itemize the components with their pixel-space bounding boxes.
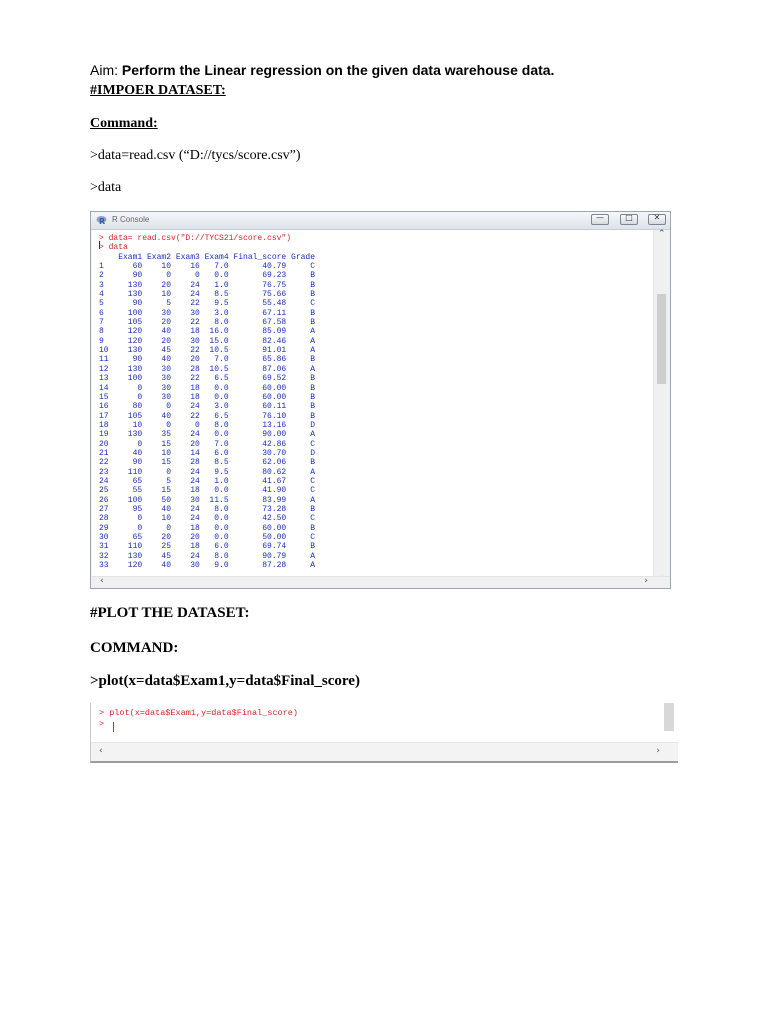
console-table-row: 9 120 20 30 15.0 82.46 A (99, 336, 316, 346)
console-table-row: 3 130 20 24 1.0 76.75 B (99, 280, 316, 290)
plot-command: >plot(x=data$Exam1,y=data$Final_score) (90, 673, 360, 689)
console-table-row: 32 130 45 24 8.0 90.79 A (99, 551, 316, 561)
console-table-row: 17 105 40 22 6.5 76.10 B (99, 411, 316, 421)
console-table-row: 7 105 20 22 8.0 67.58 B (99, 318, 316, 328)
console-table-row: 25 55 15 18 0.0 41.90 C (99, 486, 316, 496)
aim-line (90, 62, 554, 78)
read-csv-command: >data=read.csv (“D://tycs/score.csv”) (90, 148, 301, 163)
console-table-row: 8 120 40 18 16.0 85.09 A (99, 327, 316, 337)
r-logo-icon (96, 215, 107, 225)
console-table-row: 29 0 0 18 0.0 60.00 B (99, 523, 316, 533)
console-table-row: 12 130 30 28 10.5 87.06 A (99, 364, 316, 374)
console-command-line: > data (99, 243, 128, 253)
console-table-header: Exam1 Exam2 Exam3 Exam4 Final_score Grade (99, 252, 316, 262)
console-table-row: 24 65 5 24 1.0 41.67 C (99, 476, 316, 486)
r-console-title: R Console (112, 215, 150, 224)
aim-prefix: Aim: (90, 62, 122, 78)
console-table-row: 28 0 10 24 0.0 42.50 C (99, 514, 316, 524)
svg-text:R: R (99, 217, 106, 225)
console-table-row: 14 0 30 18 0.0 60.00 B (99, 383, 316, 393)
console-table-row: 26 100 50 30 11.5 83.99 A (99, 495, 316, 505)
plot-console-snippet[interactable] (90, 703, 678, 763)
close-button[interactable] (648, 214, 666, 225)
plot-command-label: COMMAND: (90, 640, 179, 656)
console-command-line: > data= read.csv("D://TYCS21/score.csv") (99, 234, 292, 243)
console-table-row: 30 65 20 20 0.0 50.00 C (99, 533, 316, 542)
console-table-row: 13 100 30 22 6.5 69.52 B (99, 374, 316, 384)
plot-console-scroll-thumb[interactable] (664, 703, 674, 731)
vertical-scrollbar[interactable] (653, 230, 670, 579)
console-table-row: 2 90 0 0 0.0 69.23 B (99, 271, 316, 281)
console-table-row: 27 95 40 24 8.0 73.28 B (99, 504, 316, 514)
plot-console-caret (113, 722, 114, 732)
console-table-row: 31 110 25 18 6.0 69.74 B (99, 542, 316, 552)
aim-text: Perform the Linear regression on the given data warehouse data. (121, 62, 555, 78)
scroll-up-icon[interactable]: ⌃ (658, 229, 666, 239)
plot-console-line: > plot(x=data$Exam1,y=data$Final_score) (99, 708, 298, 718)
r-console-window (90, 211, 671, 589)
scroll-left-icon[interactable]: ‹ (100, 576, 104, 586)
close-icon: ✕ (653, 213, 661, 222)
plot-scroll-right-icon[interactable]: › (656, 746, 660, 756)
console-table-row: 11 90 40 20 7.0 65.86 B (99, 355, 316, 365)
console-table-row: 18 10 0 0 8.0 13.16 D (99, 420, 316, 430)
data-command: >data (90, 180, 122, 195)
scroll-right-icon[interactable]: › (644, 576, 648, 586)
plot-console-prompt: > (99, 719, 105, 729)
console-table-row: 1 60 10 16 7.0 40.79 C (99, 262, 316, 272)
minimize-button[interactable] (591, 214, 609, 225)
vertical-scroll-thumb[interactable] (657, 294, 666, 384)
console-table-row: 6 100 30 30 3.0 67.11 B (99, 308, 316, 318)
console-table-row: 19 130 35 24 0.0 90.00 A (99, 430, 316, 440)
r-console-output[interactable] (92, 230, 653, 579)
console-table-row: 5 90 5 22 9.5 55.48 C (99, 299, 316, 309)
command-label: Command: (90, 116, 158, 131)
minimize-icon: — (596, 213, 604, 222)
horizontal-scrollbar[interactable] (92, 576, 670, 588)
r-console-titlebar (91, 212, 670, 230)
console-table-row: 22 90 15 28 8.5 62.06 B (99, 458, 316, 468)
plot-console-hscrollbar[interactable] (91, 742, 678, 761)
import-dataset-heading: #IMPOER DATASET: (90, 83, 226, 98)
console-table-row: 10 130 45 22 10.5 91.01 A (99, 346, 316, 356)
console-text (99, 234, 315, 570)
plot-console-text (99, 708, 298, 730)
plot-dataset-heading: #PLOT THE DATASET: (90, 605, 250, 621)
maximize-icon: □ (625, 213, 633, 222)
maximize-button[interactable] (620, 214, 638, 225)
console-table-row: 20 0 15 20 7.0 42.86 C (99, 439, 316, 449)
console-table-row: 16 80 0 24 3.0 60.11 B (99, 402, 316, 412)
console-table-row: 23 110 0 24 9.5 80.62 A (99, 467, 316, 477)
console-table-row: 33 120 40 30 9.0 87.28 A (99, 561, 316, 571)
console-table-row: 4 130 10 24 8.5 75.66 B (99, 290, 316, 300)
console-table-row: 15 0 30 18 0.0 60.00 B (99, 392, 316, 402)
plot-scroll-left-icon[interactable]: ‹ (99, 746, 103, 756)
console-table-row: 21 40 10 14 6.0 30.70 D (99, 448, 316, 458)
